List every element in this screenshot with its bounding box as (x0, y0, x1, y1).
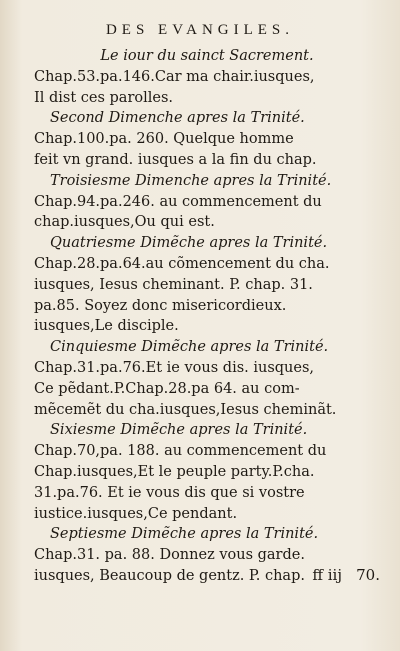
signature-mark: ff iij (312, 566, 342, 584)
text-line: chap.iusques,Ou qui est. (34, 214, 215, 231)
section-heading: Cinquiesme Dimẽche apres la Trinité. (50, 339, 329, 356)
text-line: Chap.100.pa. 260. Quelque homme (34, 131, 294, 148)
text-line: 31.pa.76. Et ie vous dis que si vostre (34, 484, 305, 501)
text-line: Chap.31. pa. 88. Donnez vous garde. (34, 547, 305, 564)
running-header: DES EVANGILES. (105, 22, 295, 38)
text-line: iusques,Le disciple. (34, 318, 179, 335)
text-line: Ce pẽdant.P.Chap.28.pa 64. au com- (34, 380, 300, 397)
text-line: feit vn grand. iusques a la fin du chap. (34, 151, 317, 168)
text-line: Chap.70,pa. 188. au commencement du (34, 443, 327, 460)
text-line: iustice.iusques,Ce pendant. (34, 505, 238, 522)
text-line: pa.85. Soyez donc misericordieux. (34, 297, 287, 314)
text-line: Chap.iusques,Et le peuple party.P.cha. (34, 463, 315, 480)
text-line: Chap.31.pa.76.Et ie vous dis. iusques, (34, 359, 315, 376)
page-number: 70. (356, 566, 380, 584)
section-heading: Troisiesme Dimenche apres la Trinité. (50, 172, 332, 189)
section-heading: Quatriesme Dimẽche apres la Trinité. (50, 235, 328, 252)
text-line: iusques, Beaucoup de gentz. P. chap. (34, 567, 305, 584)
text-line: Chap.53.pa.146.Car ma chair.iusques, (34, 68, 315, 85)
text-block (34, 46, 380, 587)
section-heading: Le iour du sainct Sacrement. (100, 48, 314, 64)
section-heading: Septiesme Dimẽche apres la Trinité. (50, 526, 319, 543)
section-heading: Sixiesme Dimẽche apres la Trinité. (50, 422, 308, 439)
text-line: Chap.94.pa.246. au commencement du (34, 193, 322, 210)
text-line: mẽcemẽt du cha.iusques,Iesus cheminãt. (34, 401, 337, 418)
text-line: Il dist ces parolles. (34, 89, 174, 106)
section-heading: Second Dimenche apres la Trinité. (50, 110, 305, 127)
text-line: iusques, Iesus cheminant. P. chap. 31. (34, 276, 313, 293)
text-line: Chap.28.pa.64.au cõmencement du cha. (34, 255, 330, 272)
